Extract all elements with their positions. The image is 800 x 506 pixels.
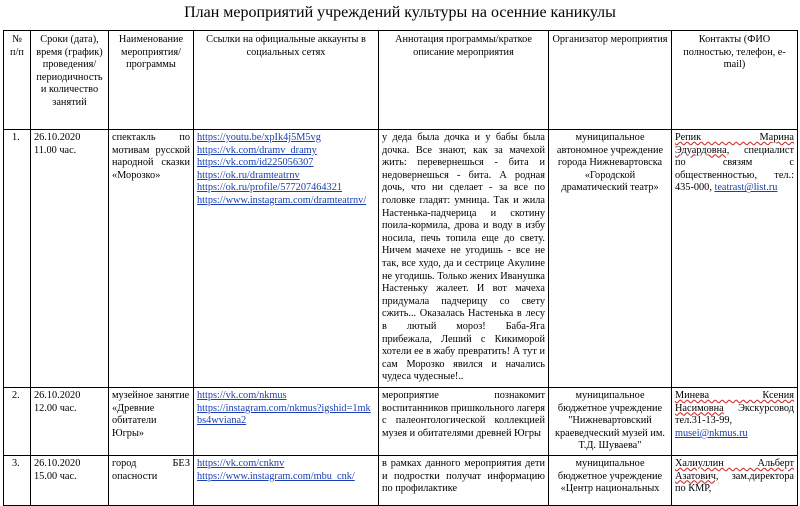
row-time: 12.00 час. (34, 402, 77, 414)
social-link[interactable]: https://vk.com/id225056307 (197, 157, 314, 169)
row-date-cell (31, 130, 109, 388)
table-row (4, 130, 798, 388)
row-number: 1. (4, 130, 31, 388)
header-contacts: Контакты (ФИО полностью, телефон, e-mail) (672, 31, 798, 130)
row-contacts (672, 455, 798, 505)
social-link[interactable]: https://vk.com/cnknv (197, 457, 285, 469)
contact-name: Халиуллин Альберт Азатович, (675, 457, 794, 482)
row-links (194, 455, 379, 505)
social-link[interactable]: https://vk.com/dramv_dramy (197, 144, 317, 156)
row-links (194, 388, 379, 456)
social-link[interactable]: https://www.instagram.com/mbu_cnk/ (197, 470, 355, 482)
row-date-cell (31, 388, 109, 456)
social-link[interactable]: https://ok.ru/profile/577207464321 (197, 182, 343, 194)
row-organizer: муниципальное бюджетное учреждение "Нижневартовский краеведческий музей им. Т.Д. Шуваева" (549, 388, 672, 456)
social-link[interactable]: https://www.instagram.com/dramteatrnv/ (197, 194, 367, 206)
row-annotation: мероприятие познакомит воспитанников пришкольного лагеря с палеонтологической коллекцией музея и обитателями древней Югры (379, 388, 549, 456)
row-number: 2. (4, 388, 31, 456)
row-time: 11.00 час. (34, 144, 77, 156)
contact-email-link[interactable]: teatrast@list.ru (714, 182, 778, 194)
row-date: 26.10.2020 (34, 390, 81, 401)
row-annotation: у деда была дочка и у бабы была дочка. Все знают, как за мачехой жить: перевернешься - бита и недовернешься - бита. А родная дочь, что ни сделает - за все по головке гладят: умница. Так и жила Настенька-падчерица и скотину поила-кормила, дрова и воду в избу носила, печь топила еще до свету. Ничем мачехе не угодишь - все не так, все худо, да и сестрице Акулине не угодишь. Только жених Иванушка Настеньку жалеет. И вот мачеха придумала падчерицу со свету сжить... Оказалась Настенька в лесу в лютый мороз! Баба-Яга прибежала, Леший с Кикиморой хотели ее в жабу превратить! А тут и сам Морозко явился и начались чудеса чудесные!.. (379, 130, 549, 388)
events-table (3, 30, 798, 506)
row-organizer: муниципальное автономное учреждение города Нижневартовска «Городской драматический театр» (549, 130, 672, 388)
row-organizer: муниципальное бюджетное учреждение «Центр национальных (549, 455, 672, 505)
row-time: 15.00 час. (34, 470, 77, 482)
table-row (4, 455, 798, 505)
social-link[interactable]: https://instagram.com/nkmus?igshid=1mkbs4wviana2 (197, 402, 371, 427)
row-date: 26.10.2020 (34, 132, 81, 143)
contact-name: Репик Марина Эдуардовна, (675, 132, 794, 156)
row-links (194, 130, 379, 388)
page-title: План мероприятий учреждений культуры на осенние каникулы (184, 4, 616, 21)
row-event-name: музейное занятие «Древние обитатели Югры» (109, 388, 194, 456)
header-links: Ссылки на официальные аккаунты в социальных сетях (194, 31, 379, 130)
header-date: Сроки (дата), время (график) проведения/ периодичность и количество занятий (31, 31, 109, 130)
social-link[interactable]: https://ok.ru/dramteatrnv (197, 169, 300, 181)
row-contacts (672, 388, 798, 456)
header-annotation: Аннотация программы/краткое описание мероприятия (379, 31, 549, 130)
contact-email-link[interactable]: musei@nkmus.ru (675, 427, 748, 439)
row-date-cell (31, 455, 109, 505)
table-row (4, 388, 798, 456)
row-annotation: в рамках данного мероприятия дети и подростки получат информацию по профилактике (379, 455, 549, 505)
row-contacts (672, 130, 798, 388)
social-link[interactable]: https://youtu.be/xpIk4j5M5vg (197, 132, 321, 143)
row-event-name: город БЕЗ опасности (109, 455, 194, 505)
contact-name: Минева Ксения Насимовна (675, 390, 794, 414)
header-num: № п/п (4, 31, 31, 130)
contact-info: Экскурсовод тел.31-13-99, (675, 402, 794, 427)
row-event-name: спектакль по мотивам русской народной сказки «Морозко» (109, 130, 194, 388)
contact-info: зам.директора по КМР, (675, 470, 794, 495)
header-organizer: Организатор мероприятия (549, 31, 672, 130)
table-header-row (4, 31, 798, 130)
row-number: 3. (4, 455, 31, 505)
contact-info: специалист по связям с общественностью, тел.: 435-000, (675, 144, 794, 194)
social-link[interactable]: https://vk.com/nkmus (197, 390, 287, 401)
row-date: 26.10.2020 (34, 457, 81, 469)
header-name: Наименование мероприятия/ программы (109, 31, 194, 130)
